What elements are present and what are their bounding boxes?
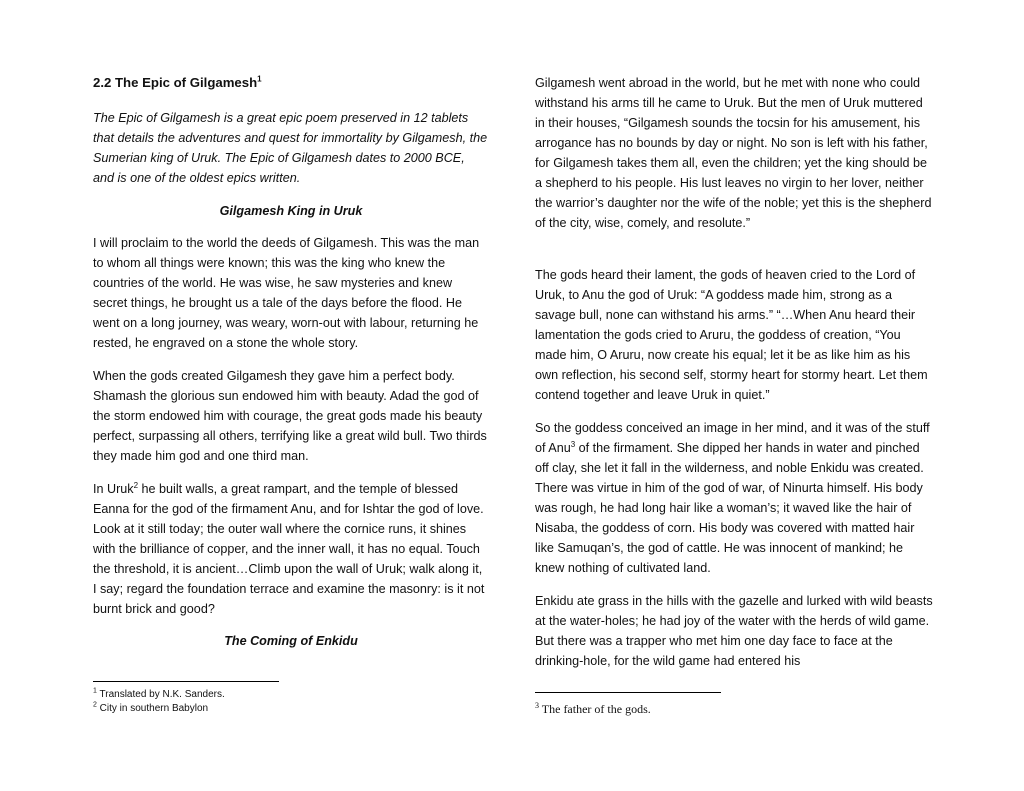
left-paragraph-3 bbox=[93, 479, 489, 619]
right-paragraph-3-rest: of the firmament. She dipped her hands in water and pinched off clay, she let it fall in the wilderness, and noble Enkidu was created. There was virtue in him of the god of war, of Ninurta himself. His body was rough, he had long hair like a woman’s; it waved like the hair of Nisaba, the goddess of corn. His body was covered with matted hair like Samuqan’s, the god of cattle. He was innocent of mankind; he knew nothing of cultivated land. bbox=[535, 441, 924, 575]
section-heading bbox=[93, 73, 262, 93]
footnote-1 bbox=[93, 688, 225, 702]
right-paragraph-2-block bbox=[535, 265, 935, 405]
footnote-ref-3: 3 bbox=[570, 439, 576, 449]
intro-paragraph-block bbox=[93, 108, 489, 188]
section-heading-text: 2.2 The Epic of Gilgamesh bbox=[93, 75, 258, 90]
left-paragraph-3-block bbox=[93, 479, 489, 619]
footnote-ref-1: 1 bbox=[257, 74, 262, 84]
intro-paragraph: The Epic of Gilgamesh is a great epic poem preserved in 12 tablets that details the adventures and quest for immortality by Gilgamesh, the Sumerian king of Uruk. The Epic of Gilgamesh dates to 2000 BCE, and is one of the oldest epics written. bbox=[93, 111, 488, 185]
footnote-divider-right bbox=[535, 692, 721, 693]
footnote-2 bbox=[93, 702, 225, 716]
footnote-divider-left bbox=[93, 681, 279, 682]
footnote-2-number: 2 bbox=[93, 701, 97, 709]
footnote-3-text: The father of the gods. bbox=[539, 702, 651, 716]
footnote-3 bbox=[535, 701, 651, 717]
footnote-3-number: 3 bbox=[535, 701, 539, 710]
footnote-ref-2: 2 bbox=[133, 480, 139, 490]
footnote-1-text: Translated by N.K. Sanders. bbox=[96, 689, 225, 700]
footnote-2-text: City in southern Babylon bbox=[96, 703, 209, 714]
subheading-block-1 bbox=[93, 201, 489, 221]
subheading-block-2 bbox=[93, 631, 489, 651]
left-paragraph-2-block bbox=[93, 366, 489, 466]
subheading-gilgamesh-king: Gilgamesh King in Uruk bbox=[219, 204, 363, 218]
right-paragraph-3-start: So the goddess conceived an image in her mind, and it was of the stuff of Anu bbox=[535, 421, 930, 455]
subheading-coming-of-enkidu: The Coming of Enkidu bbox=[224, 634, 358, 648]
right-paragraph-4: Enkidu ate grass in the hills with the gazelle and lurked with wild beasts at the water-holes; he had joy of the water with the herds of wild game. But there was a trapper who met him one day face to face at the drinking-hole, for the wild game had entered his bbox=[535, 594, 933, 668]
right-paragraph-2: The gods heard their lament, the gods of heaven cried to the Lord of Uruk, to Anu the god of Uruk: “A goddess made him, strong as a savage bull, none can withstand his arms.” “…When Anu heard their lamentation the gods cried to Aruru, the goddess of creation, “You made him, O Aruru, now create his equal; let it be as like him as his own reflection, his second self, stormy heart for stormy heart. Let them contend together and leave Uruk in quiet.” bbox=[535, 268, 928, 402]
left-paragraph-1: I will proclaim to the world the deeds of Gilgamesh. This was the man to whom all things were known; this was the king who knew the countries of the world. He was wise, he saw mysteries and knew secret things, he brought us a tale of the days before the flood. He went on a long journey, was weary, worn-out with labour, returning he rested, he engraved on a stone the whole story. bbox=[93, 236, 480, 350]
right-paragraph-4-block bbox=[535, 591, 935, 671]
left-paragraph-3-rest: he built walls, a great rampart, and the temple of blessed Eanna for the god of the firmament Anu, and for Ishtar the god of love. Look at it still today; the outer wall where the cornice runs, it shines with the brilliance of copper, and the inner wall, it has no equal. Touch the threshold, it is ancient…Climb upon the wall of Uruk; walk along it, I say; regard the foundation terrace and examine the masonry: is it not burnt brick and good? bbox=[93, 482, 485, 616]
right-paragraph-1-block bbox=[535, 73, 935, 233]
left-paragraph-3-start: In Uruk bbox=[93, 482, 134, 496]
footnote-1-number: 1 bbox=[93, 687, 97, 695]
right-paragraph-3 bbox=[535, 418, 935, 578]
right-paragraph-3-block bbox=[535, 418, 935, 578]
right-paragraph-1: Gilgamesh went abroad in the world, but he met with none who could withstand his arms till he came to Uruk. But the men of Uruk muttered in their houses, “Gilgamesh sounds the tocsin for his amusement, his arrogance has no bounds by day or night. No son is left with his father, for Gilgamesh takes them all, even the children; yet the king should be a shepherd to his people. His lust leaves no virgin to her lover, neither the warrior’s daughter nor the wife of the noble; yet this is the shepherd of the city, wise, comely, and resolute.” bbox=[535, 76, 932, 230]
left-paragraph-2: When the gods created Gilgamesh they gave him a perfect body. Shamash the glorious sun endowed him with beauty. Adad the god of the storm endowed him with courage, the great gods made his beauty perfect, surpassing all others, terrifying like a great wild bull. Two thirds they made him god and one third man. bbox=[93, 369, 487, 463]
left-paragraph-1-block bbox=[93, 233, 489, 353]
footnotes-left bbox=[93, 688, 225, 716]
